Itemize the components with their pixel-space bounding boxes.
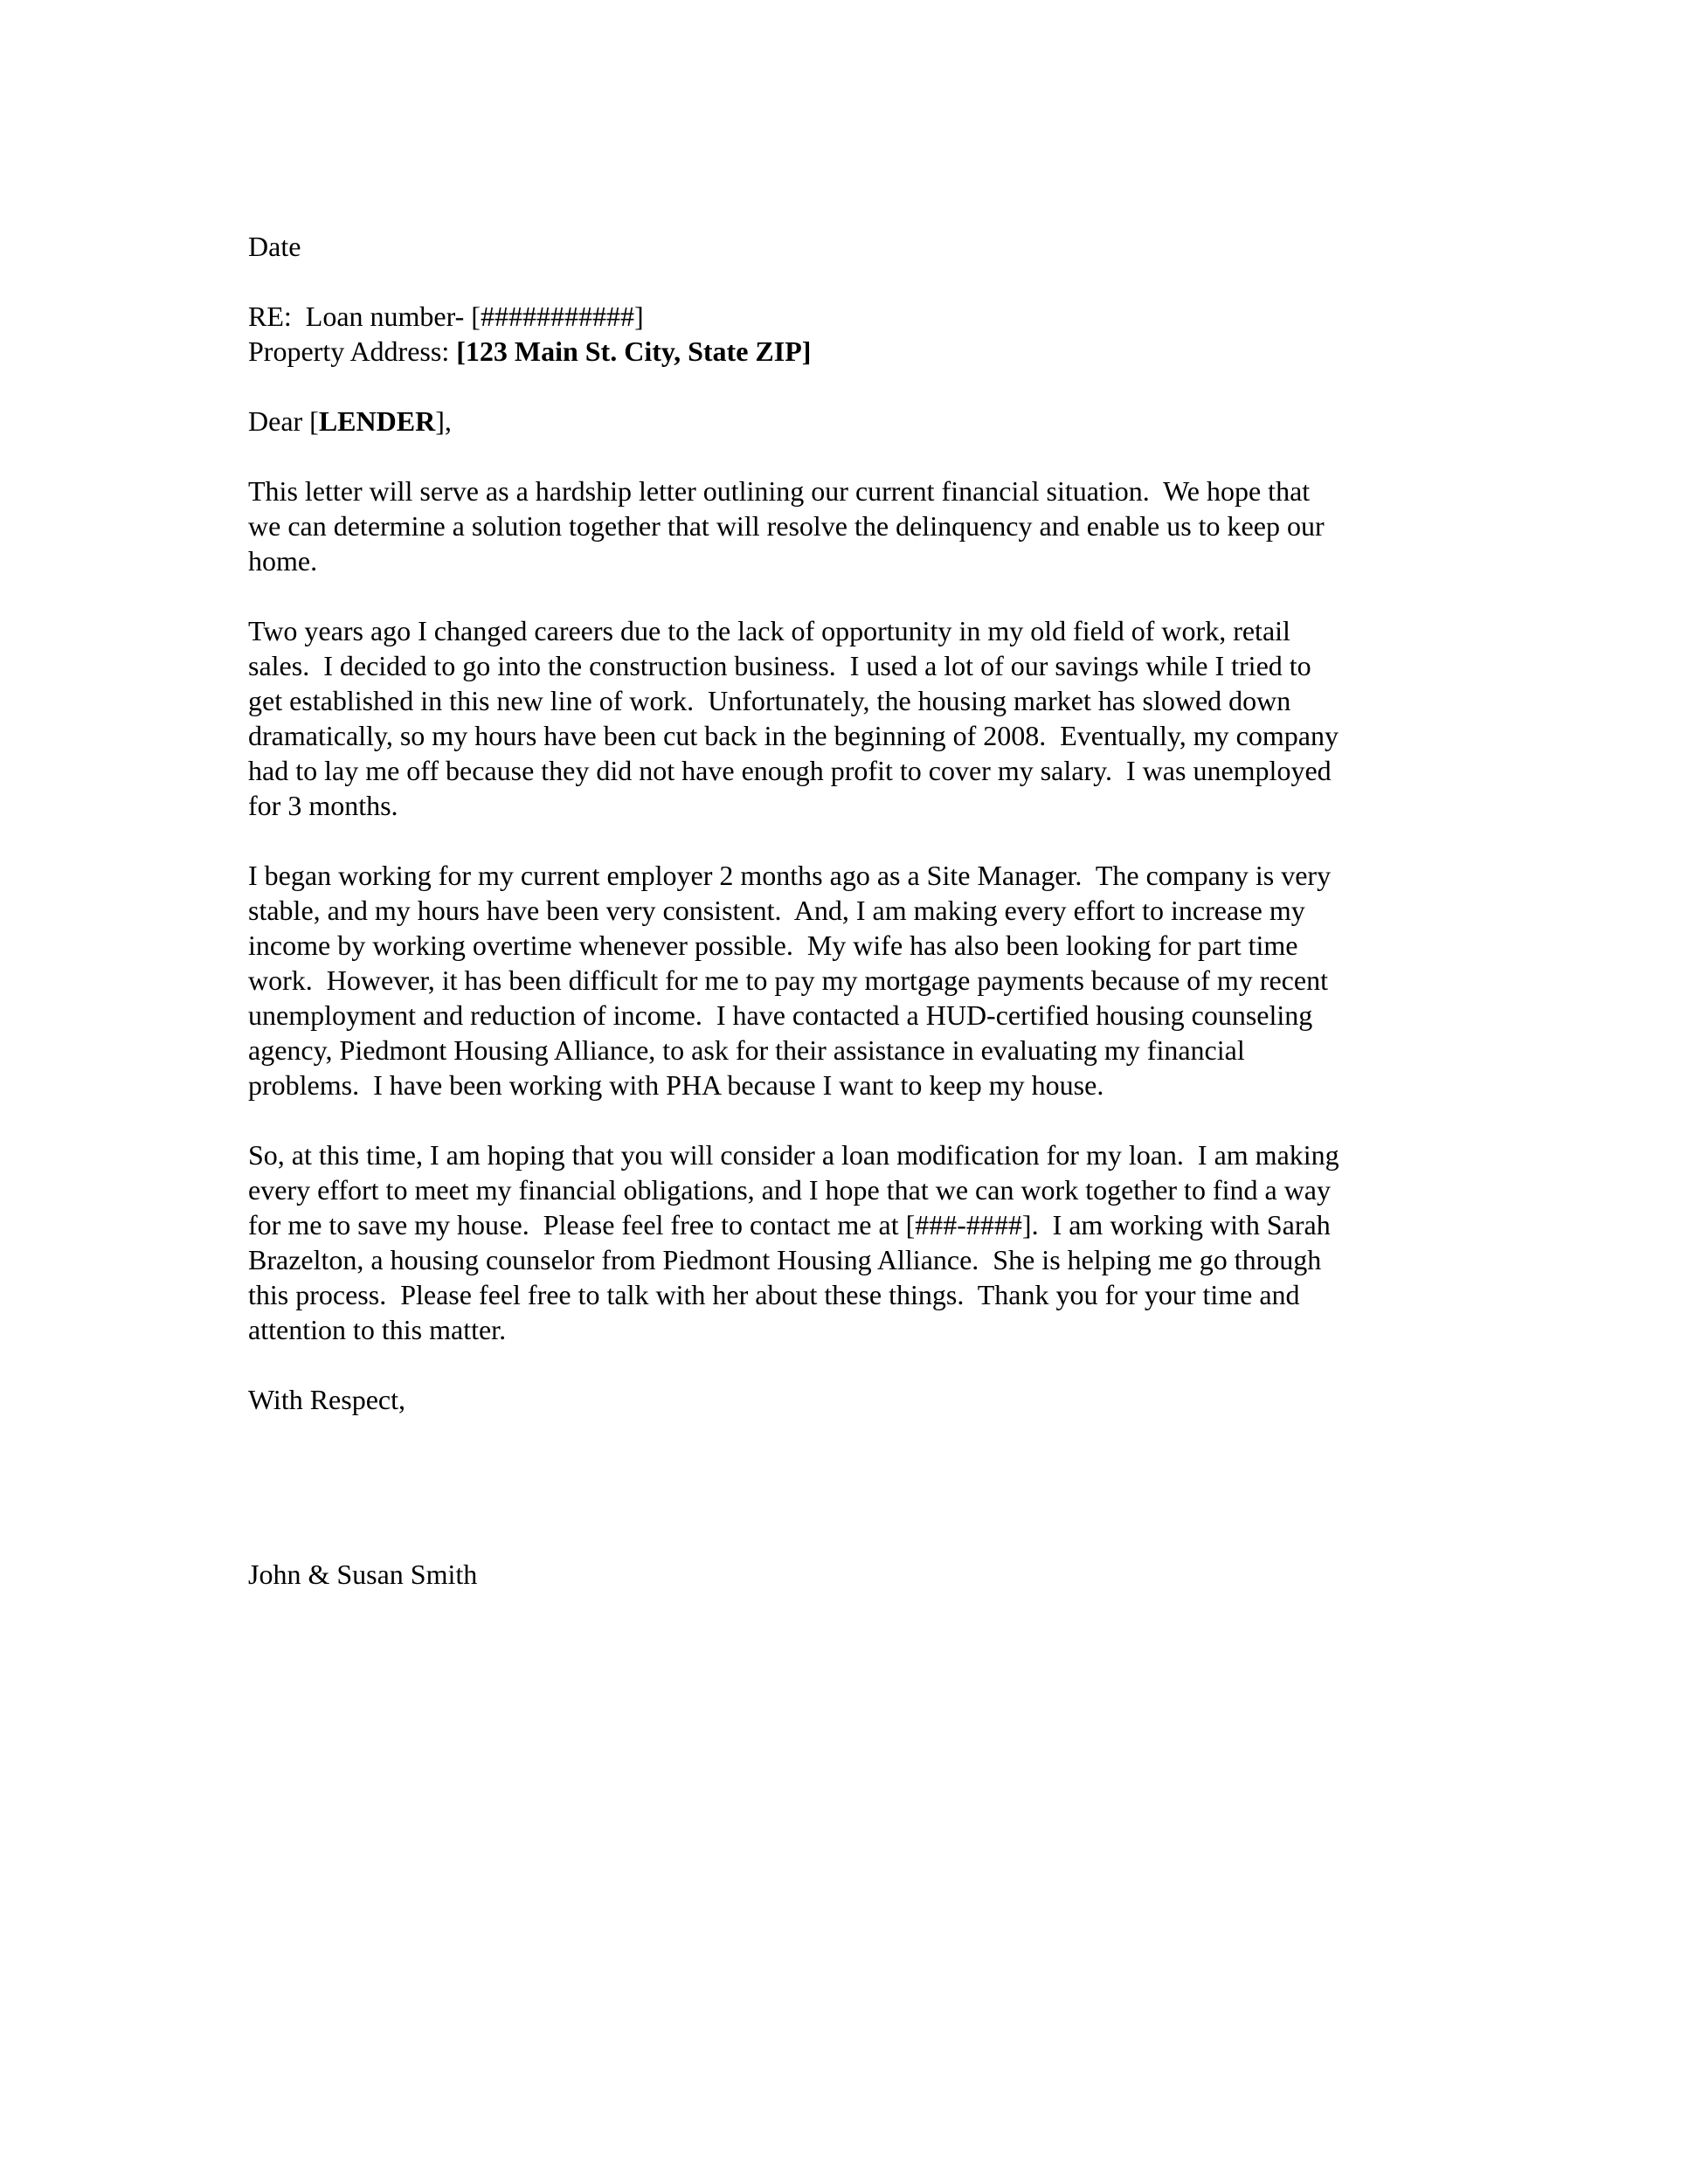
paragraph-intro: [248, 473, 1489, 578]
paragraph-line: I began working for my current employer 2 months ago as a Site Manager. The company is very: [248, 860, 1332, 891]
paragraph-line: this process. Please feel free to talk with her about these things. Thank you for your time and: [248, 1279, 1300, 1310]
paragraph-line: attention to this matter.: [248, 1314, 507, 1345]
salutation-prefix: Dear [: [248, 405, 319, 437]
paragraph-line: for 3 months.: [248, 790, 398, 821]
loan-number-label: RE: Loan number-: [248, 301, 472, 332]
spacer: [248, 1347, 1489, 1382]
lender-name: LENDER: [318, 405, 436, 437]
paragraph-line: problems. I have been working with PHA because I want to keep my house.: [248, 1069, 1104, 1101]
spacer: [248, 439, 1489, 473]
property-address-line: [248, 334, 1489, 369]
paragraph-line: had to lay me off because they did not have enough profit to cover my salary. I was unemployed: [248, 755, 1332, 786]
paragraph-line: stable, and my hours have been very consistent. And, I am making every effort to increase my: [248, 895, 1305, 926]
paragraph-line: income by working overtime whenever possible. My wife has also been looking for part time: [248, 930, 1298, 961]
reference-block: [248, 299, 1489, 369]
paragraph-line: sales. I decided to go into the construction business. I used a lot of our savings while I tried to: [248, 650, 1311, 681]
paragraph-line: work. However, it has been difficult for me to pay my mortgage payments because of my recent: [248, 964, 1328, 996]
paragraph-line: unemployment and reduction of income. I have contacted a HUD-certified housing counseling: [248, 999, 1313, 1031]
paragraph-line: So, at this time, I am hoping that you will consider a loan modification for my loan. I am making: [248, 1139, 1339, 1171]
paragraph-line: This letter will serve as a hardship letter outlining our current financial situation. We hope that: [248, 475, 1311, 507]
paragraph-request: [248, 1137, 1489, 1347]
paragraph-line: home.: [248, 545, 318, 577]
paragraph-line: Two years ago I changed careers due to the lack of opportunity in my old field of work, retail: [248, 615, 1290, 646]
paragraph-line: agency, Piedmont Housing Alliance, to ask for their assistance in evaluating my financial: [248, 1034, 1245, 1066]
salutation: [248, 404, 1489, 439]
spacer: [248, 264, 1489, 299]
paragraph-line: dramatically, so my hours have been cut back in the beginning of 2008. Eventually, my company: [248, 720, 1339, 751]
loan-number-line: [248, 299, 1489, 334]
paragraph-background: [248, 613, 1489, 823]
hardship-letter: [248, 229, 1489, 1592]
property-address-label: Property Address:: [248, 335, 457, 367]
property-address-value: [123 Main St. City, State ZIP]: [456, 335, 812, 367]
spacer: [248, 369, 1489, 404]
date-line: Date: [248, 231, 301, 262]
loan-number-value: [###########]: [471, 301, 644, 332]
paragraph-line: get established in this new line of work. Unfortunately, the housing market has slowed down: [248, 685, 1291, 716]
signature-name: John & Susan Smith: [248, 1559, 478, 1590]
closing: With Respect,: [248, 1384, 405, 1415]
spacer: [248, 578, 1489, 613]
paragraph-line: Brazelton, a housing counselor from Piedmont Housing Alliance. She is helping me go through: [248, 1244, 1322, 1275]
spacer: [248, 1102, 1489, 1137]
paragraph-line: every effort to meet my financial obligations, and I hope that we can work together to find a way: [248, 1174, 1331, 1206]
signature-space: [248, 1417, 1489, 1557]
paragraph-current-situation: [248, 858, 1489, 1102]
paragraph-line: for me to save my house. Please feel free to contact me at [###-####]. I am working with Sarah: [248, 1209, 1331, 1241]
spacer: [248, 823, 1489, 858]
paragraph-line: we can determine a solution together that will resolve the delinquency and enable us to keep our: [248, 510, 1325, 542]
salutation-suffix: ],: [435, 405, 452, 437]
